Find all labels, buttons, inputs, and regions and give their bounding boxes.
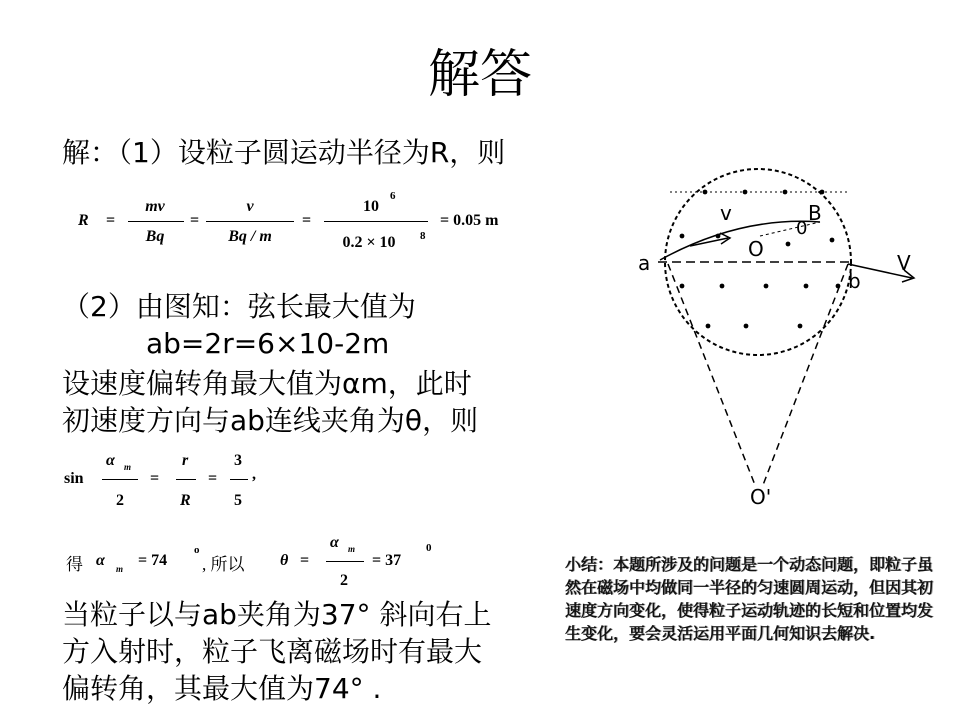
eq3-degree-2: 0 [426,542,432,554]
eq3-frac-alpha-sub: m [348,544,356,554]
eq3-frac-bar [326,561,364,562]
equation-radius [70,190,550,260]
solution-line-7: 方入射时，粒子飞离磁场时有最大 [62,635,483,668]
eq1-frac-bar-2 [206,221,294,222]
eq2-frac-bar-2 [176,479,196,480]
eq2-equals-2: = [208,470,218,487]
eq3-value: = 74 [138,552,168,569]
eq3-two: 2 [340,572,348,589]
eq3-theta: θ [280,552,289,569]
eq1-Bqm: Bq / m [228,228,272,245]
eq1-denominator: 0.2 × 10 [342,234,396,251]
radius-line-right [763,264,848,485]
eq2-frac-bar-3 [230,479,248,480]
eq1-result: = 0.05 m [440,212,499,229]
eq1-equals-1: = [106,212,116,229]
label-a: a [638,251,651,275]
eq2-sin: sin [64,470,84,487]
eq2-two: 2 [116,492,124,509]
eq3-degree: o [194,544,200,556]
eq1-Bq: Bq [145,228,165,245]
solution-line-1: 解：（1）设粒子圆运动半径为R，则 [62,136,506,169]
eq3-de: 得 [66,555,83,574]
eq1-equals-3: = [302,212,312,229]
label-zero: 0 [796,218,808,239]
eq1-num-exponent: 6 [390,190,396,202]
label-B: B [808,201,822,225]
eq2-R: R [180,492,191,509]
eq2-alpha-sub: m [124,462,132,472]
magnetic-field-diagram [620,160,940,520]
label-v-exit: V [897,251,911,275]
summary-note: 小结：本题所涉及的问题是一个动态问题，即粒子虽然在磁场中均做同一半径的匀速圆周运动，但因其初速度方向变化，使得粒子运动轨迹的长短和位置均发生变化，要会灵活运用平面几何知识去解决. [565,555,934,643]
equation-angle [62,530,462,594]
solution-line-2: （2）由图知：弦长最大值为 [62,290,416,323]
eq2-equals-1: = [150,470,160,487]
entry-velocity-line [690,238,728,246]
label-b: b [848,269,861,293]
eq3-suoyi: , 所以 [202,555,245,574]
eq2-five: 5 [234,492,242,509]
label-O-prime: O' [750,485,772,509]
radius-line-left [668,264,755,485]
eq1-frac-bar-3 [324,221,428,222]
eq1-frac-bar-1 [128,221,184,222]
page-title: 解答 [427,45,532,105]
eq1-numerator: 10 [363,198,379,215]
solution-line-6: 当粒子以与ab夹角为37° 斜向右上 [62,598,492,631]
eq1-v: v [246,198,254,215]
label-O: O [748,237,764,261]
eq1-R: R [78,212,89,229]
eq2-alpha: α [106,452,115,469]
solution-line-5: 初速度方向与ab连线夹角为θ，则 [62,404,479,437]
eq2-three: 3 [234,452,242,469]
eq3-alpha: α [96,552,105,569]
equation-sine [62,448,282,512]
eq3-result: = 37 [372,552,402,569]
eq1-mv: mv [145,198,165,215]
eq2-r: r [182,452,189,469]
eq3-alpha-sub: m [116,564,124,574]
eq1-den-exponent: 8 [420,230,426,242]
eq3-frac-alpha: α [330,534,339,551]
solution-line-4: 设速度偏转角最大值为αm，此时 [62,367,472,400]
eq2-frac-bar-1 [102,479,138,480]
eq3-equals: = [300,552,310,569]
label-v-entry: v [720,201,732,225]
eq2-comma: , [252,466,256,483]
solution-line-3: ab=2r=6×10-2m [146,327,390,360]
eq1-equals-2: = [190,212,200,229]
solution-line-8: 偏转角，其最大值为74° . [62,672,382,705]
